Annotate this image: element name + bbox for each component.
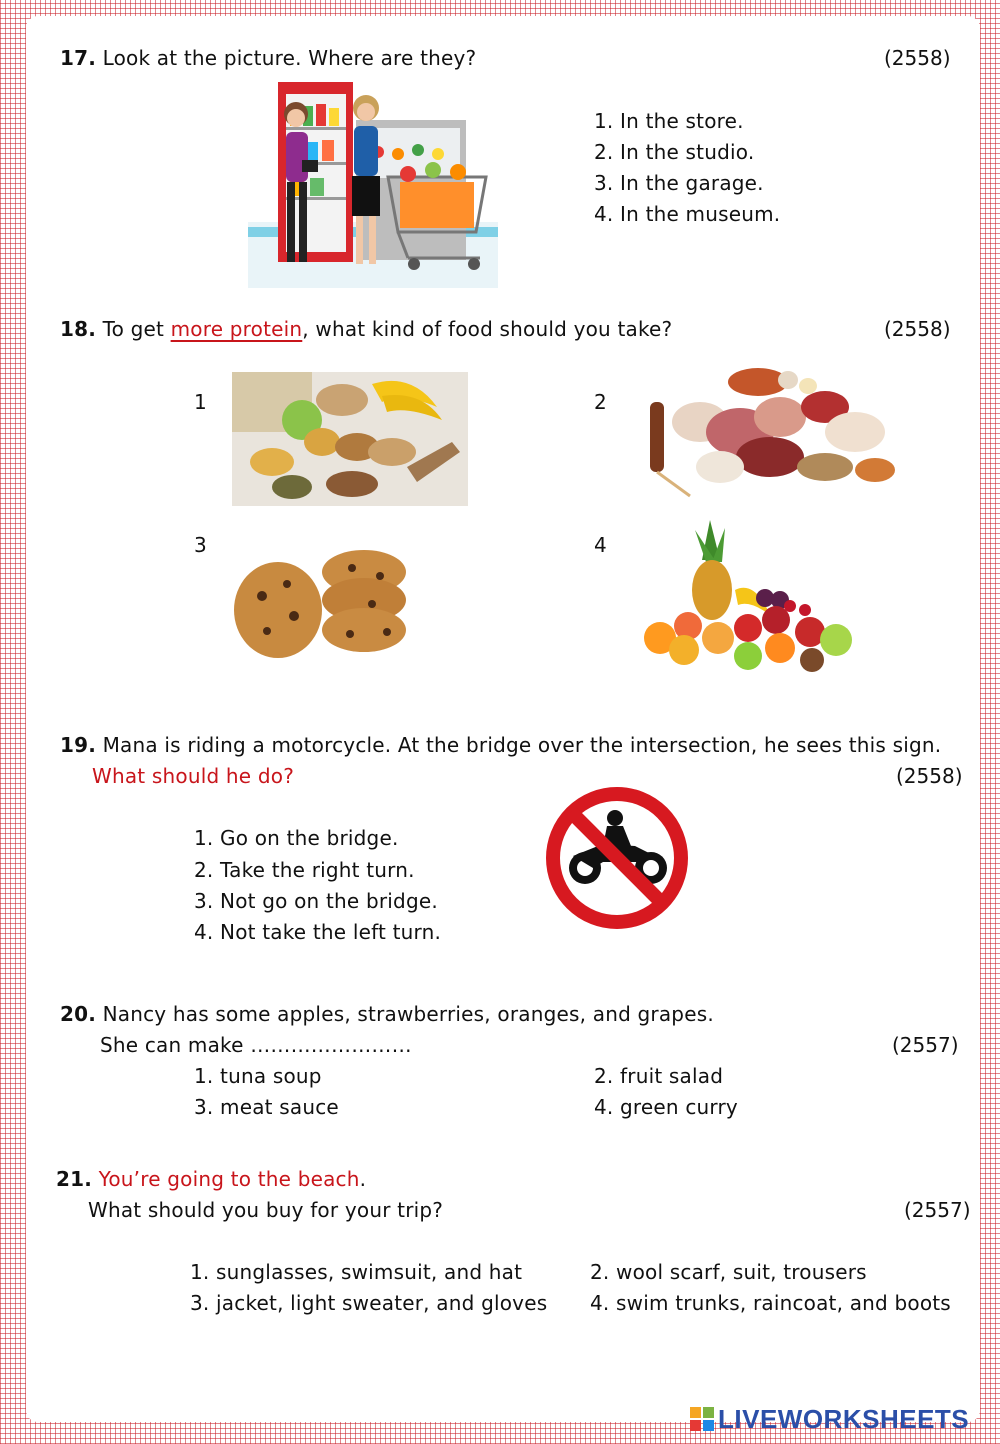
q21-year: (2557) xyxy=(904,1198,971,1222)
q20-prompt xyxy=(60,1002,714,1026)
q19-line1: Mana is riding a motorcycle. At the bridge over the intersection, he sees this sign. xyxy=(102,733,942,757)
q19-choice-4[interactable]: 4. Not take the left turn. xyxy=(194,920,442,944)
q21-number: 21. xyxy=(56,1167,93,1191)
q20-line2: She can make …………………… xyxy=(100,1033,412,1057)
q19-choice-3[interactable]: 3. Not go on the bridge. xyxy=(194,889,438,913)
q18-option-4-label[interactable]: 4 xyxy=(594,533,607,557)
q20-choice-2[interactable]: 2. fruit salad xyxy=(594,1064,724,1088)
liveworksheets-logo-icon xyxy=(690,1407,714,1431)
q18-option-1-label[interactable]: 1 xyxy=(194,390,207,414)
q20-choice-1[interactable]: 1. tuna soup xyxy=(194,1064,322,1088)
q21-choice-3[interactable]: 3. jacket, light sweater, and gloves xyxy=(190,1291,548,1315)
q21-line1-end: . xyxy=(359,1167,367,1191)
cookies-image[interactable] xyxy=(232,546,408,664)
q21-line2: What should you buy for your trip? xyxy=(88,1198,444,1222)
q17-number: 17. xyxy=(60,46,97,70)
no-motorcycles-sign-icon xyxy=(543,784,691,932)
q17-year: (2558) xyxy=(884,46,951,70)
q18-text-before: To get xyxy=(102,317,171,341)
q17-choice-3[interactable]: 3. In the garage. xyxy=(594,171,764,195)
q21-choice-2[interactable]: 2. wool scarf, suit, trousers xyxy=(590,1260,867,1284)
q18-prompt xyxy=(60,317,672,341)
q20-line1: Nancy has some apples, strawberries, oranges, and grapes. xyxy=(102,1002,714,1026)
q20-choice-4[interactable]: 4. green curry xyxy=(594,1095,738,1119)
q17-choice-2[interactable]: 2. In the studio. xyxy=(594,140,755,164)
q17-choice-4[interactable]: 4. In the museum. xyxy=(594,202,781,226)
q20-year: (2557) xyxy=(892,1033,959,1057)
q21-choice-4[interactable]: 4. swim trunks, raincoat, and boots xyxy=(590,1291,951,1315)
q21-line1-red: You’re going to the beach xyxy=(98,1167,360,1191)
grains-and-fruit-image[interactable] xyxy=(232,372,468,506)
q19-choice-1[interactable]: 1. Go on the bridge. xyxy=(194,826,399,850)
meat-and-protein-image[interactable] xyxy=(640,362,902,498)
liveworksheets-logo[interactable] xyxy=(690,1402,969,1436)
q19-prompt xyxy=(60,733,941,757)
q18-number: 18. xyxy=(60,317,97,341)
q21-prompt xyxy=(56,1167,366,1191)
q18-option-2-label[interactable]: 2 xyxy=(594,390,607,414)
q18-option-3-label[interactable]: 3 xyxy=(194,533,207,557)
supermarket-illustration xyxy=(248,82,498,288)
q21-choice-1[interactable]: 1. sunglasses, swimsuit, and hat xyxy=(190,1260,523,1284)
q20-number: 20. xyxy=(60,1002,97,1026)
fruits-image[interactable] xyxy=(640,520,862,676)
q19-number: 19. xyxy=(60,733,97,757)
q17-choice-1[interactable]: 1. In the store. xyxy=(594,109,744,133)
liveworksheets-logo-text: LIVEWORKSHEETS xyxy=(718,1403,970,1434)
q20-choice-3[interactable]: 3. meat sauce xyxy=(194,1095,339,1119)
q19-choice-2[interactable]: 2. Take the right turn. xyxy=(194,858,415,882)
q18-highlight: more protein xyxy=(170,317,303,341)
q19-line2: What should he do? xyxy=(92,764,295,788)
q17-prompt xyxy=(60,46,476,70)
q17-text: Look at the picture. Where are they? xyxy=(102,46,477,70)
q18-text-after: , what kind of food should you take? xyxy=(302,317,673,341)
q19-year: (2558) xyxy=(896,764,963,788)
q18-year: (2558) xyxy=(884,317,951,341)
